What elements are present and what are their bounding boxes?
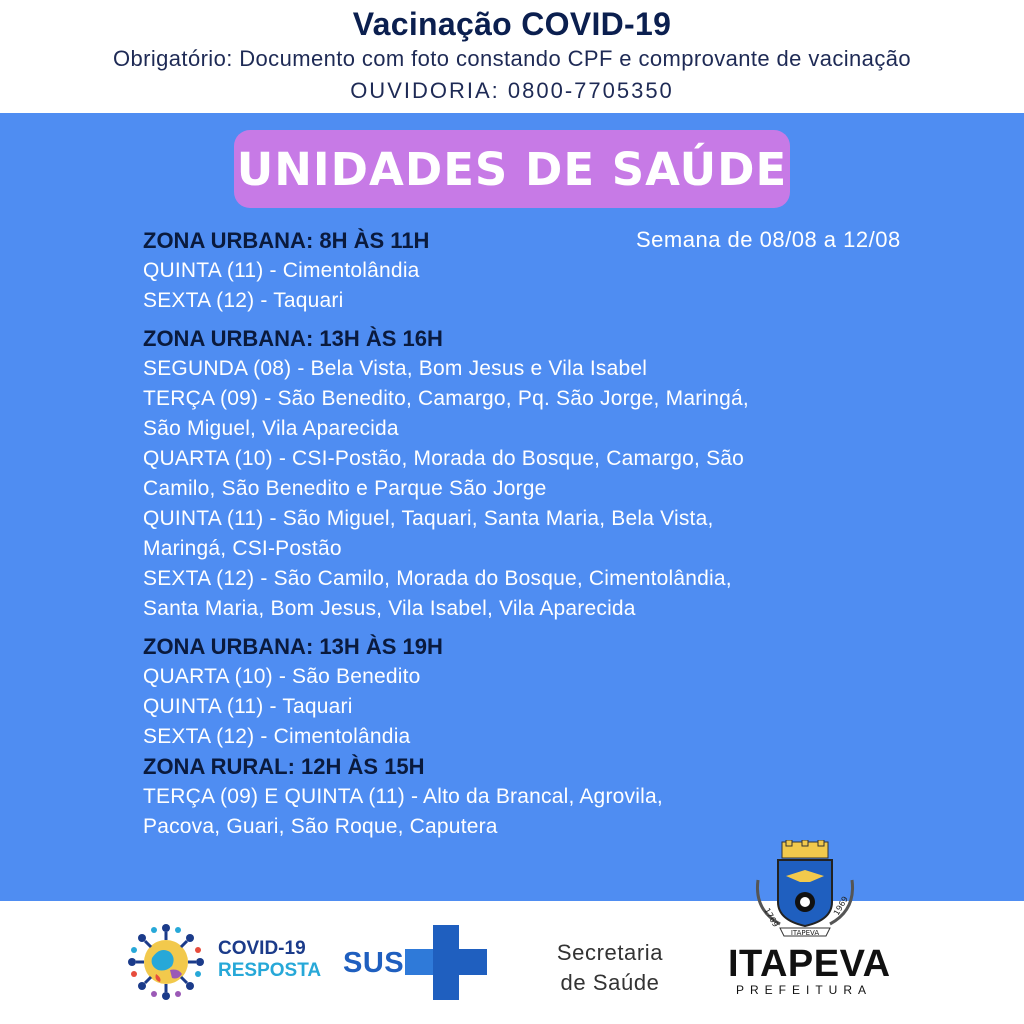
schedule-continuation: Pacova, Guari, São Roque, Caputera [143,815,498,838]
schedule-day: QUINTA (11) [143,507,264,530]
section-banner-label: UNIDADES DE SAÚDE [236,142,788,196]
section-banner [234,130,790,208]
city-name: ITAPEVA [728,943,891,985]
schedule-row [143,692,883,722]
secretaria-line1: Secretaria [556,940,664,965]
schedule-places: - Alto da Brancal, Agrovila, [404,785,663,808]
schedule-day: QUARTA (10) [143,665,273,688]
schedule-day: SEXTA (12) [143,289,255,312]
sus-logo [343,925,488,1000]
covid-logo-line1: COVID-19 [218,938,306,959]
page-title: Vacinação COVID-19 [352,6,672,42]
schedule-row [143,286,883,316]
schedule-row [143,256,883,286]
week-label: Semana de 08/08 a 12/08 [636,227,901,252]
schedule-continuation: Maringá, CSI-Postão [143,537,342,560]
schedule-places: - São Benedito [272,665,421,688]
schedule-places: - Cimentolândia [263,259,420,282]
schedule-places: - Taquari [254,289,344,312]
itapeva-prefeitura-logo [728,943,891,997]
schedule-places: - Bela Vista, Bom Jesus e Vila Isabel [291,357,648,380]
schedule-row [143,564,883,594]
covid-globe-icon [126,922,206,1002]
zone-title: ZONA URBANA: 13H ÀS 19H [143,634,443,659]
schedule-row [143,662,883,692]
secretaria-line2: de Saúde [560,970,660,995]
zone-title: ZONA URBANA: 13H ÀS 16H [143,326,443,351]
schedule-row [143,504,883,534]
schedule-continuation: São Miguel, Vila Aparecida [143,417,399,440]
covid-resposta-logo [218,938,321,982]
schedule-continuation: Camilo, São Benedito e Parque São Jorge [143,477,547,500]
schedule-places: - CSI-Postão, Morada do Bosque, Camargo, São [272,447,745,470]
schedule-row [143,722,883,752]
schedule-continuation: Santa Maria, Bom Jesus, Vila Isabel, Vila Aparecida [143,597,636,620]
schedule-day: TERÇA (09) E QUINTA (11) [143,785,405,808]
page-header [0,0,1024,113]
crest-banner: ITAPEVA [790,929,820,937]
secretaria-saude-logo [540,938,680,998]
schedule-day: QUINTA (11) [143,695,264,718]
schedule-day: SEGUNDA (08) [143,357,292,380]
city-subtitle: PREFEITURA [735,983,872,997]
crest-year-right: 1969 [831,894,850,917]
zone-title: ZONA URBANA: 8H ÀS 11H [143,228,430,253]
schedule-day: QUINTA (11) [143,259,264,282]
schedule-row [143,384,883,414]
sus-logo-text: SUS [343,947,405,979]
schedule-day: QUARTA (10) [143,447,273,470]
schedule-places: - São Benedito, Camargo, Pq. São Jorge, Maringá, [258,387,749,410]
requirement-note: Obrigatório: Documento com foto constando CPF e comprovante de vacinação [113,46,911,71]
ouvidoria-phone: OUVIDORIA: 0800-7705350 [350,78,674,103]
schedule-places: - Cimentolândia [254,725,411,748]
zone-title: ZONA RURAL: 12H ÀS 15H [143,754,425,779]
sus-cross-icon [405,925,487,1000]
schedule-day: SEXTA (12) [143,725,255,748]
covid-logo-line2: RESPOSTA [218,960,322,981]
schedule-day: TERÇA (09) [143,387,259,410]
schedule-list [143,226,883,842]
crest-year-left: 1769 [762,906,781,929]
schedule-places: - São Camilo, Morada do Bosque, Cimentolândia, [254,567,732,590]
schedule-row [143,444,883,474]
schedule-places: - Taquari [263,695,353,718]
itapeva-crest-icon [750,840,860,940]
schedule-day: SEXTA (12) [143,567,255,590]
schedule-places: - São Miguel, Taquari, Santa Maria, Bela Vista, [263,507,714,530]
schedule-row [143,354,883,384]
schedule-row [143,782,883,812]
